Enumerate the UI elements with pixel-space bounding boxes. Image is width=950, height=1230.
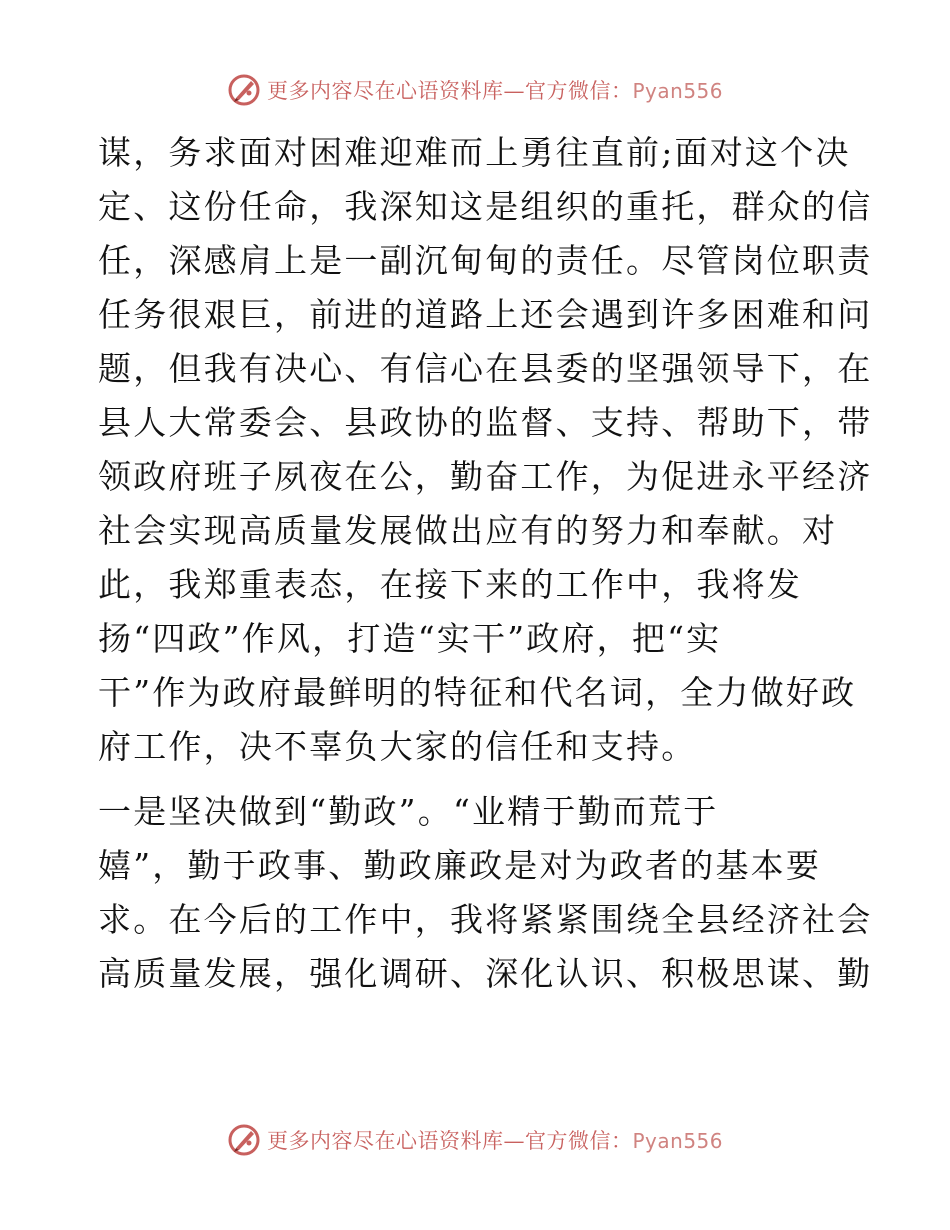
paragraph-gap [98,774,858,785]
text-line: 扬“四政”作风，打造“实干”政府，把“实 [98,619,722,658]
text-line: 嬉”，勤于政事、勤政廉政是对为政者的基本要 [98,846,822,885]
text-line: 题，但我有决心、有信心在县委的坚强领导下，在 [98,349,873,388]
text-line: 定、这份任命，我深知这是组织的重托，群众的信 [98,187,873,226]
text-line: 领政府班子夙夜在公，勤奋工作，为促进永平经济 [98,457,873,496]
text-line: 任务很艰巨，前进的道路上还会遇到许多困难和问 [98,295,873,334]
text-line: 社会实现高质量发展做出应有的努力和奉献。对 [98,511,838,550]
text-line: 府工作，决不辜负大家的信任和支持。 [98,727,697,766]
footer-banner [0,1120,950,1160]
paragraph [98,785,873,1001]
quill-circle-icon [227,73,261,107]
quill-circle-icon [227,1123,261,1157]
text-line: 县人大常委会、县政协的监督、支持、帮助下，带 [98,403,873,442]
text-line: 干”作为政府最鲜明的特征和代名词，全力做好政 [98,673,857,712]
text-line: 一是坚决做到“勤政”。“业精于勤而荒于 [98,792,719,831]
text-line: 谋，务求面对困难迎难而上勇往直前;面对这个决 [98,133,851,172]
paragraph [98,126,873,774]
text-line: 求。在今后的工作中，我将紧紧围绕全县经济社会 [98,900,873,939]
header-banner [0,70,950,110]
footer-wechat-id: Pyan556 [632,1129,723,1153]
footer-banner-text: 更多内容尽在心语资料库—官方微信：Pyan556 [266,1129,723,1153]
text-line: 任，深感肩上是一副沉甸甸的责任。尽管岗位职责 [98,241,873,280]
text-line: 此，我郑重表态，在接下来的工作中，我将发 [98,565,802,604]
header-wechat-id: Pyan556 [632,79,723,103]
header-banner-text: 更多内容尽在心语资料库—官方微信：Pyan556 [266,79,723,103]
document-body [98,126,873,1001]
text-line: 高质量发展，强化调研、深化认识、积极思谋、勤 [98,954,873,993]
